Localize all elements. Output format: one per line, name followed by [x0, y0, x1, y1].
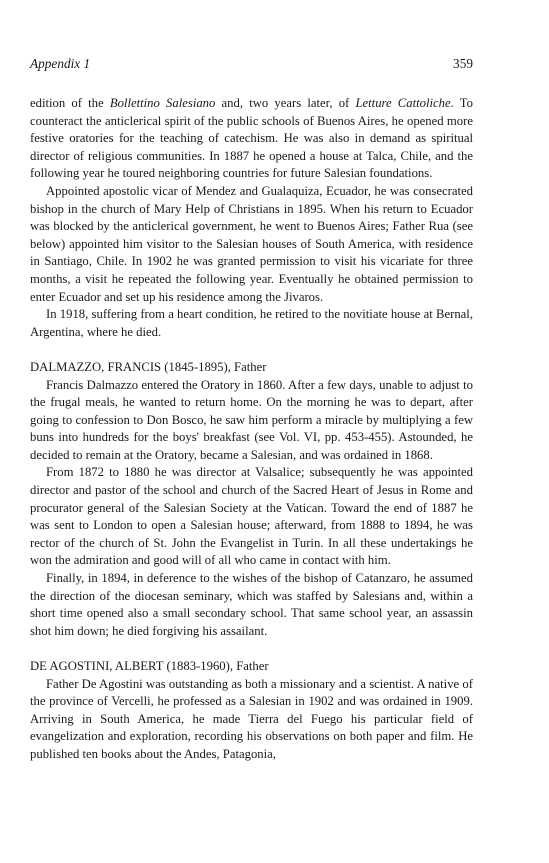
page-number: 359 — [453, 56, 473, 71]
page-body — [30, 95, 473, 764]
running-header — [30, 56, 473, 72]
entry-heading: DE AGOSTINI, ALBERT (1883-1960), Father — [30, 659, 269, 673]
italic-title: Bollettino Salesiano — [109, 96, 216, 110]
section-gap — [30, 640, 473, 658]
section-gap — [30, 341, 473, 359]
paragraph: Francis Dalmazzo entered the Oratory in 1860. After a few days, unable to adjust to the frugal meals, he wanted to return home. On the morning he was to depart, after going to confession to Don Bosco, he saw him perform a miracle by multiplying a few buns into hundreds for the boys' breakfast (see Vol. VI, pp. 453-455). Astounded, he decided to remain at the Oratory, became a Salesian, and was ordained in 1868. — [30, 377, 473, 462]
paragraph: Father De Agostini was outstanding as both a missionary and a scientist. A native of the province of Vercelli, he professed as a Salesian in 1902 and was ordained in 1909. Arriving in South America, he made Tierra del Fuego his particular field of evangelization and exploration, recording his observations on both paper and film. He published ten books about the Andes, Patagonia, — [30, 676, 473, 761]
running-head-title: Appendix 1 — [30, 56, 91, 71]
paragraph: In 1918, suffering from a heart condition, he retired to the novitiate house at Bernal, Argentina, where he died. — [30, 307, 473, 339]
paragraph: Finally, in 1894, in deference to the wishes of the bishop of Catanzaro, he assumed the direction of the diocesan seminary, which was staffed by Salesians and, within a short time opened also a small secondary school. That same school year, an assassin shot him down; he died forgiving his assailant. — [30, 571, 473, 638]
paragraph: From 1872 to 1880 he was director at Valsalice; subsequently he was appointed director and pastor of the school and church of the Sacred Heart of Jesus in Rome and procurator general of the Salesian Society at the Vatican. Toward the end of 1887 he was sent to London to open a Salesian house; afterward, from 1888 to 1894, he was rector of the church of St. John the Evangelist in Turin. In all these undertakings he won the admiration and good will of all who came in contact with him. — [30, 465, 473, 568]
entry-heading: DALMAZZO, FRANCIS (1845-1895), Father — [30, 359, 267, 374]
paragraph-text: and, two years later, of — [215, 96, 356, 110]
paragraph-text: . To counteract the anticlerical spirit of the public schools of Buenos Aires, he opened more festive oratories for the teaching of catechism. He was also in demand as spiritual director of religious communities. In 1887 he opened a house at Talca, Chile, and the following year he toured neighboring countries for future Salesian foundations. — [30, 96, 473, 181]
paragraph — [30, 95, 473, 183]
italic-title: Letture Cattoliche — [355, 96, 451, 110]
paragraph-text: edition of the — [30, 96, 110, 110]
paragraph: Appointed apostolic vicar of Mendez and Gualaquiza, Ecuador, he was consecrated bishop in the church of Mary Help of Christians in 1895. When his return to Ecuador was blocked by the anticlerical government, he went to Buenos Aires; Father Rua (see below) appointed him visitor to the Salesian houses of South America, with residence in Santiago, Chile. In 1902 he was granted permission to visit his vicariate for three months, a visit he repeated the following year. Eventually he obtained permission to enter Ecuador and set up his residence among the Jivaros. — [30, 183, 473, 304]
